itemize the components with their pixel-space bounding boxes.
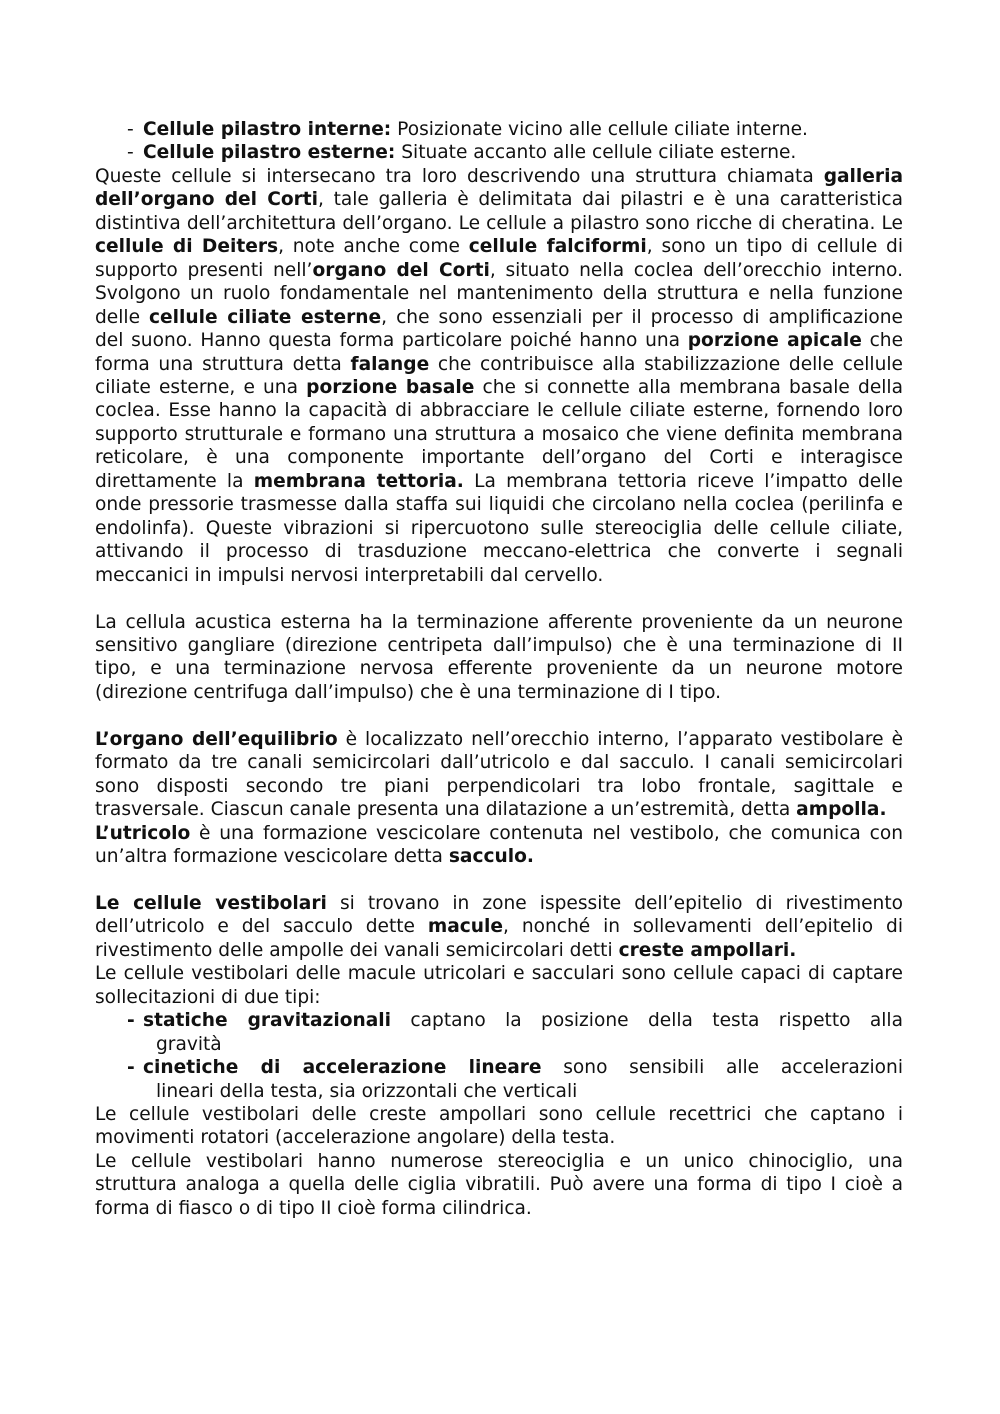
paragraph-stereociglia: Le cellule vestibolari hanno numerose stereociglia e un unico chinociglio, una struttura analoga a quella delle ciglia vibratili. Può avere una forma di tipo I cioè a forma di fiasco o di tipo II cioè forma cilindrica. <box>95 1150 903 1219</box>
paragraph-gap <box>95 868 903 891</box>
term: cinetiche di accelerazione lineare <box>143 1057 542 1079</box>
paragraph-macule: Le cellule vestibolari delle macule utricolari e sacculari sono cellule capaci di captare sollecitazioni di due tipi: <box>95 963 903 1008</box>
list-item-pilastri-interne <box>95 118 903 141</box>
definition: Situate accanto alle cellule ciliate esterne. <box>395 142 797 164</box>
list-dash: - <box>127 1010 135 1032</box>
list-item-statiche: - statiche gravitazionali captano la posizione della testa rispetto alla gravità <box>127 1010 903 1055</box>
list-item-cinetiche: - cinetiche di accelerazione lineare sono sensibili alle accelerazioni lineari della testa, sia orizzontali che verticali <box>127 1057 903 1102</box>
term: Cellule pilastro esterne: <box>143 142 396 164</box>
paragraph-organo-equilibrio: L’organo dell’equilibrio è localizzato nell’orecchio interno, l’apparato vestibolare è formato da tre canali semicircolari dall’utricolo e dal sacculo. I canali semicircolari sono disposti secondo tre piani perpendicolari tra lobo frontale, sagittale e trasversale. Ciascun canale presenta una dilatazione a un’estremità, detta ampolla. <box>95 728 904 821</box>
list-item-pilastri-esterne <box>95 141 903 164</box>
paragraph-creste: Le cellule vestibolari delle creste ampollari sono cellule recettrici che captano i movimenti rotatori (accelerazione angolare) della testa. <box>95 1103 903 1149</box>
document-page <box>95 118 903 1220</box>
paragraph-utricolo: L’utricolo è una formazione vescicolare contenuta nel vestibolo, che comunica con un’altra formazione vescicolare detta sacculo. <box>95 822 903 868</box>
paragraph-cellula-acustica: La cellula acustica esterna ha la terminazione afferente proveniente da un neurone sensitivo gangliare (direzione centripeta dall’impulso) che è una terminazione di II tipo, e una terminazione nervosa efferente proveniente da un neurone motore (direzione centrifuga dall’impulso) che è una terminazione di I tipo. <box>95 611 903 703</box>
list-dash: - <box>127 142 134 164</box>
paragraph-corti: Queste cellule si intersecano tra loro descrivendo una struttura chiamata galleria dell’organo del Corti, tale galleria è delimitata dai pilastri e è una caratteristica distintiva dell’architettura dell’organo. Le cellule a pilastro sono ricche di cheratina. Le cellule di Deiters, note anche come cellule falciformi, sono un tipo di cellule di supporto presenti nell’organo del Corti, situato nella coclea dell’orecchio interno. Svolgono un ruolo fondamentale nel mantenimento della struttura e nella funzione delle cellule ciliate esterne, che sono essenziali per il processo di amplificazione del suono. Hanno questa forma particolare poiché hanno una porzione apicale che forma una struttura detta falange che contribuisce alla stabilizzazione delle cellule ciliate esterne, e una porzione basale che si connette alla membrana basale della coclea. Esse hanno la capacità di abbracciare le cellule ciliate esterne, fornendo loro supporto strutturale e formano una struttura a mosaico che viene definita membrana reticolare, è una componente importante dell’organo del Corti e interagisce direttamente la membrana tettoria. La membrana tettoria riceve l’impatto delle onde pressorie trasmesse dalla staffa sui liquidi che circolano nella coclea (perilinfa e endolinfa). Queste vibrazioni si ripercuotono sulle stereociglia delle cellule ciliate, attivando il processo di trasduzione meccano-elettrica che converte i segnali meccanici in impulsi nervosi interpretabili dal cervello. <box>95 165 904 586</box>
term: statiche gravitazionali <box>143 1010 392 1032</box>
list-dash: - <box>127 1057 135 1079</box>
paragraph-gap <box>95 587 903 610</box>
paragraph-cellule-vestibolari: Le cellule vestibolari si trovano in zone ispessite dell’epitelio di rivestimento dell’utricolo e del sacculo dette macule, nonché in sollevamenti dell’epitelio di rivestimento delle ampolle dei vanali semicircolari detti creste ampollari. <box>95 892 903 961</box>
paragraph-gap <box>95 704 903 727</box>
term: Cellule pilastro interne: <box>143 119 392 140</box>
list-dash: - <box>127 119 134 140</box>
definition: Posizionate vicino alle cellule ciliate interne. <box>391 119 808 140</box>
